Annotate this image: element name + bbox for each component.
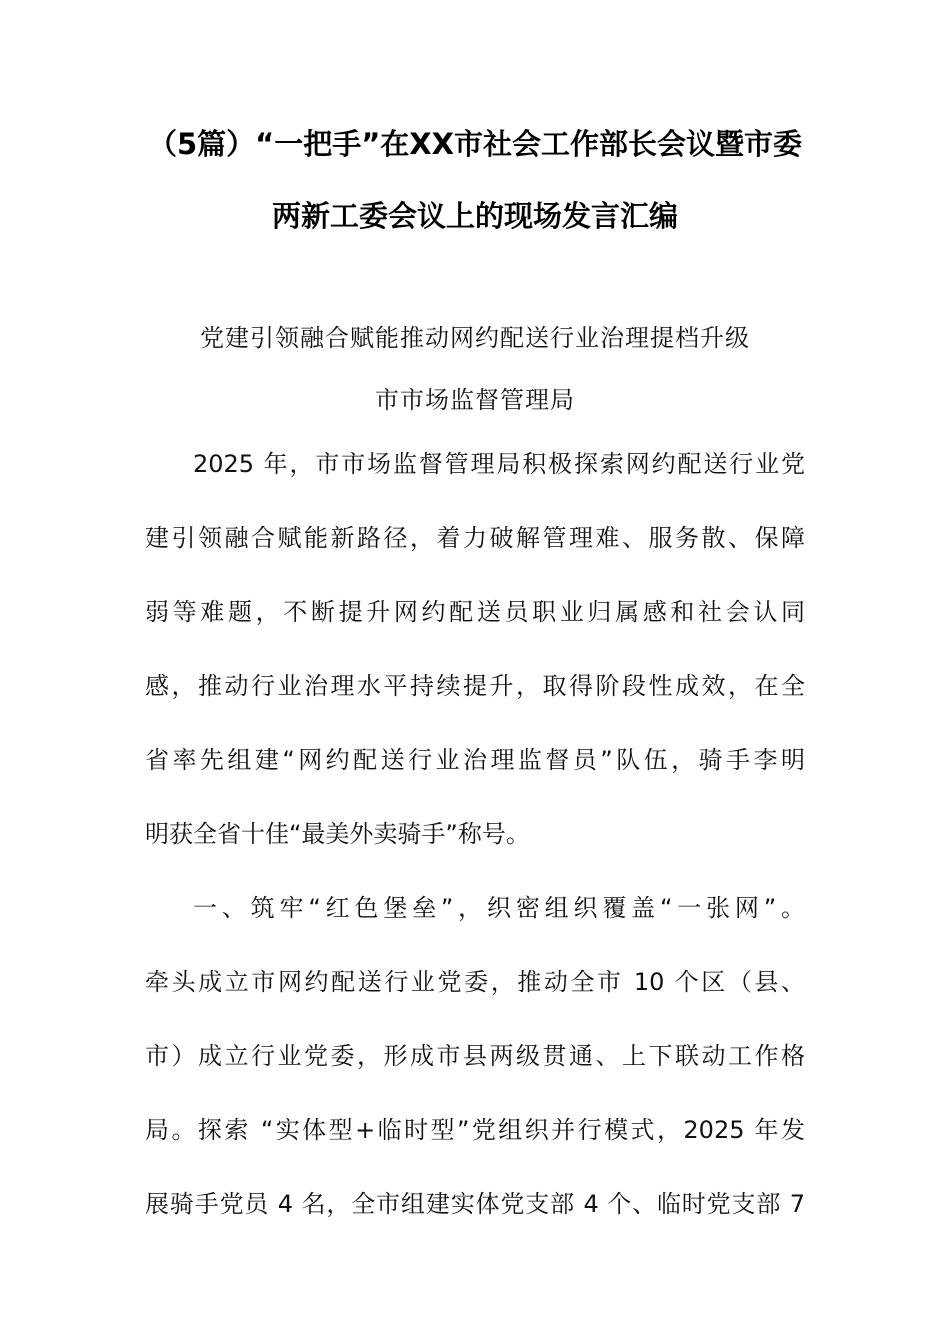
paragraph-line: 2025 年，市市场监督管理局积极探索网约配送行业党 (193, 450, 805, 478)
article-author: 市市场监督管理局 (375, 386, 575, 414)
paragraph-line: 牵头成立市网约配送行业党委，推动全市 10 个区（县、 (145, 968, 805, 996)
section-heading-line: 一、筑牢“红色堡垒”，织密组织覆盖“一张网”。 (193, 894, 805, 922)
paragraph-line: 市）成立行业党委，形成市县两级贯通、上下联动工作格 (145, 1042, 805, 1070)
paragraph-line: 明获全省十佳“最美外卖骑手”称号。 (145, 820, 530, 848)
paragraph-line: 展骑手党员 4 名，全市组建实体党支部 4 个、临时党支部 7 (145, 1190, 805, 1218)
paragraph-line: 建引领融合赋能新路径，着力破解管理难、服务散、保障 (145, 524, 805, 552)
paragraph-line: 省率先组建“网约配送行业治理监督员”队伍，骑手李明 (145, 746, 805, 774)
document-title-line-2: 两新工委会议上的现场发言汇编 (271, 199, 678, 233)
article-heading: 党建引领融合赋能推动网约配送行业治理提档升级 (200, 324, 750, 352)
paragraph-line: 局。探索 “实体型+临时型”党组织并行模式，2025 年发 (145, 1116, 805, 1144)
paragraph-line: 感，推动行业治理水平持续提升，取得阶段性成效，在全 (145, 672, 805, 700)
paragraph-line: 弱等难题，不断提升网约配送员职业归属感和社会认同 (145, 598, 805, 626)
document-title-line-1: （5篇）“一把手”在XX市社会工作部长会议暨市委 (147, 127, 803, 161)
